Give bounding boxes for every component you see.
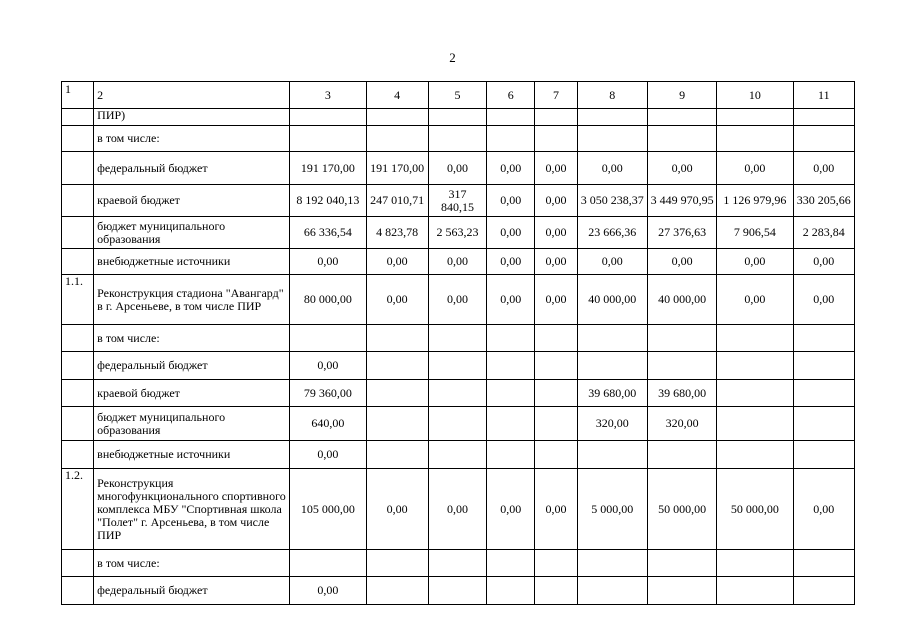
value-cell xyxy=(793,126,854,152)
value-cell: 23 666,36 xyxy=(577,217,647,249)
value-cell: 50 000,00 xyxy=(647,469,716,550)
value-cell: 3 050 238,37 xyxy=(577,185,647,217)
value-cell xyxy=(647,550,716,577)
value-cell: 3 449 970,95 xyxy=(647,185,716,217)
value-cell xyxy=(428,380,486,407)
value-cell xyxy=(717,126,793,152)
column-header-8: 8 xyxy=(577,82,647,109)
row-label-cell: краевой бюджет xyxy=(94,380,290,407)
row-number-cell xyxy=(62,352,94,380)
value-cell: 0,00 xyxy=(535,249,577,275)
value-cell xyxy=(535,109,577,126)
row-label-cell: Реконструкция стадиона "Авангард" в г. Арсеньеве, в том числе ПИР xyxy=(94,275,290,325)
value-cell: 0,00 xyxy=(535,185,577,217)
value-cell xyxy=(647,109,716,126)
value-cell: 0,00 xyxy=(428,249,486,275)
column-header-5: 5 xyxy=(428,82,486,109)
value-cell xyxy=(535,325,577,352)
value-cell: 0,00 xyxy=(487,217,535,249)
value-cell xyxy=(793,441,854,469)
value-cell: 0,00 xyxy=(535,275,577,325)
value-cell: 247 010,71 xyxy=(366,185,428,217)
value-cell xyxy=(428,407,486,441)
row-label-cell: бюджет муниципального образования xyxy=(94,217,290,249)
row-label-cell: в том числе: xyxy=(94,550,290,577)
value-cell: 105 000,00 xyxy=(290,469,366,550)
value-cell: 0,00 xyxy=(290,249,366,275)
value-cell: 80 000,00 xyxy=(290,275,366,325)
value-cell xyxy=(366,325,428,352)
table-row xyxy=(62,152,855,185)
value-cell: 2 283,84 xyxy=(793,217,854,249)
value-cell: 0,00 xyxy=(647,249,716,275)
table-row xyxy=(62,217,855,249)
value-cell: 0,00 xyxy=(366,249,428,275)
value-cell: 0,00 xyxy=(487,469,535,550)
value-cell: 0,00 xyxy=(428,275,486,325)
value-cell: 317 840,15 xyxy=(428,185,486,217)
value-cell: 27 376,63 xyxy=(647,217,716,249)
value-cell: 0,00 xyxy=(717,275,793,325)
value-cell xyxy=(577,441,647,469)
value-cell xyxy=(428,109,486,126)
value-cell: 0,00 xyxy=(793,275,854,325)
value-cell xyxy=(428,550,486,577)
value-cell xyxy=(717,441,793,469)
value-cell: 40 000,00 xyxy=(577,275,647,325)
value-cell: 0,00 xyxy=(487,185,535,217)
value-cell xyxy=(487,441,535,469)
value-cell xyxy=(428,325,486,352)
value-cell xyxy=(366,352,428,380)
value-cell xyxy=(717,352,793,380)
row-number-cell xyxy=(62,126,94,152)
table-row xyxy=(62,577,855,605)
value-cell: 0,00 xyxy=(366,469,428,550)
value-cell xyxy=(366,577,428,605)
row-number-cell xyxy=(62,380,94,407)
value-cell xyxy=(366,550,428,577)
column-header-9: 9 xyxy=(647,82,716,109)
header-row xyxy=(62,82,855,109)
value-cell: 4 823,78 xyxy=(366,217,428,249)
value-cell: 39 680,00 xyxy=(577,380,647,407)
value-cell: 0,00 xyxy=(535,152,577,185)
value-cell: 0,00 xyxy=(793,152,854,185)
value-cell: 7 906,54 xyxy=(717,217,793,249)
value-cell xyxy=(717,325,793,352)
row-number-cell: 1.1. xyxy=(62,275,94,325)
value-cell xyxy=(290,325,366,352)
value-cell xyxy=(366,380,428,407)
row-number-cell xyxy=(62,407,94,441)
column-header-3: 3 xyxy=(290,82,366,109)
value-cell xyxy=(487,407,535,441)
value-cell xyxy=(793,109,854,126)
row-label-cell: внебюджетные источники xyxy=(94,441,290,469)
value-cell: 330 205,66 xyxy=(793,185,854,217)
value-cell xyxy=(793,352,854,380)
row-number-cell xyxy=(62,249,94,275)
table-row xyxy=(62,126,855,152)
table-row xyxy=(62,352,855,380)
value-cell xyxy=(290,550,366,577)
value-cell: 0,00 xyxy=(487,275,535,325)
value-cell xyxy=(428,441,486,469)
value-cell: 66 336,54 xyxy=(290,217,366,249)
column-header-4: 4 xyxy=(366,82,428,109)
row-number-cell xyxy=(62,577,94,605)
value-cell: 0,00 xyxy=(366,275,428,325)
table-row xyxy=(62,109,855,126)
column-header-1: 1 xyxy=(62,82,94,109)
value-cell: 1 126 979,96 xyxy=(717,185,793,217)
budget-table xyxy=(61,81,855,605)
value-cell xyxy=(647,352,716,380)
value-cell xyxy=(793,407,854,441)
value-cell xyxy=(487,109,535,126)
value-cell xyxy=(487,550,535,577)
value-cell: 0,00 xyxy=(717,249,793,275)
value-cell xyxy=(290,126,366,152)
value-cell xyxy=(487,352,535,380)
value-cell xyxy=(717,577,793,605)
value-cell xyxy=(577,352,647,380)
value-cell: 0,00 xyxy=(290,577,366,605)
table-row xyxy=(62,185,855,217)
table-row xyxy=(62,275,855,325)
value-cell: 8 192 040,13 xyxy=(290,185,366,217)
value-cell: 5 000,00 xyxy=(577,469,647,550)
value-cell xyxy=(577,325,647,352)
value-cell xyxy=(290,109,366,126)
value-cell: 39 680,00 xyxy=(647,380,716,407)
column-header-11: 11 xyxy=(793,82,854,109)
value-cell: 0,00 xyxy=(290,352,366,380)
value-cell xyxy=(647,325,716,352)
value-cell xyxy=(717,380,793,407)
row-number-cell xyxy=(62,550,94,577)
table-row xyxy=(62,550,855,577)
value-cell xyxy=(487,325,535,352)
value-cell: 0,00 xyxy=(290,441,366,469)
value-cell xyxy=(577,126,647,152)
column-header-10: 10 xyxy=(717,82,793,109)
value-cell xyxy=(535,380,577,407)
row-label-cell: в том числе: xyxy=(94,126,290,152)
column-header-6: 6 xyxy=(487,82,535,109)
value-cell: 2 563,23 xyxy=(428,217,486,249)
value-cell xyxy=(577,577,647,605)
row-number-cell xyxy=(62,325,94,352)
value-cell xyxy=(428,126,486,152)
value-cell xyxy=(647,577,716,605)
row-label-cell: в том числе: xyxy=(94,325,290,352)
value-cell: 320,00 xyxy=(577,407,647,441)
row-label-cell: федеральный бюджет xyxy=(94,152,290,185)
table-row xyxy=(62,407,855,441)
value-cell xyxy=(717,407,793,441)
value-cell xyxy=(535,407,577,441)
value-cell: 0,00 xyxy=(717,152,793,185)
row-label-cell: внебюджетные источники xyxy=(94,249,290,275)
value-cell: 0,00 xyxy=(487,152,535,185)
value-cell xyxy=(717,109,793,126)
value-cell xyxy=(793,577,854,605)
row-label-cell: федеральный бюджет xyxy=(94,352,290,380)
value-cell xyxy=(647,441,716,469)
value-cell xyxy=(366,441,428,469)
value-cell: 50 000,00 xyxy=(717,469,793,550)
value-cell: 0,00 xyxy=(647,152,716,185)
value-cell: 0,00 xyxy=(577,249,647,275)
value-cell: 0,00 xyxy=(428,469,486,550)
column-header-7: 7 xyxy=(535,82,577,109)
value-cell xyxy=(535,352,577,380)
value-cell: 191 170,00 xyxy=(366,152,428,185)
value-cell: 191 170,00 xyxy=(290,152,366,185)
value-cell: 79 360,00 xyxy=(290,380,366,407)
value-cell: 0,00 xyxy=(535,217,577,249)
value-cell xyxy=(428,352,486,380)
value-cell xyxy=(647,126,716,152)
value-cell xyxy=(487,126,535,152)
value-cell: 640,00 xyxy=(290,407,366,441)
row-number-cell xyxy=(62,109,94,126)
value-cell xyxy=(366,126,428,152)
value-cell xyxy=(366,109,428,126)
row-number-cell xyxy=(62,217,94,249)
table-row xyxy=(62,441,855,469)
value-cell: 0,00 xyxy=(793,469,854,550)
row-number-cell xyxy=(62,185,94,217)
value-cell: 0,00 xyxy=(577,152,647,185)
value-cell xyxy=(793,380,854,407)
value-cell xyxy=(577,109,647,126)
value-cell: 0,00 xyxy=(487,249,535,275)
value-cell xyxy=(535,126,577,152)
table-row xyxy=(62,325,855,352)
table-row xyxy=(62,249,855,275)
page-number: 2 xyxy=(449,50,456,65)
row-label-cell: Реконструкция многофункционального спортивного комплекса МБУ "Спортивная школа "Полет" г. Арсеньева, в том числе ПИР xyxy=(94,469,290,550)
table-row xyxy=(62,380,855,407)
value-cell xyxy=(793,550,854,577)
column-header-2: 2 xyxy=(94,82,290,109)
row-label-cell: бюджет муниципального образования xyxy=(94,407,290,441)
value-cell: 40 000,00 xyxy=(647,275,716,325)
value-cell xyxy=(793,325,854,352)
value-cell xyxy=(535,577,577,605)
value-cell xyxy=(535,441,577,469)
value-cell: 0,00 xyxy=(428,152,486,185)
value-cell xyxy=(487,380,535,407)
row-label-cell: федеральный бюджет xyxy=(94,577,290,605)
value-cell xyxy=(487,577,535,605)
value-cell xyxy=(535,550,577,577)
value-cell xyxy=(428,577,486,605)
value-cell: 320,00 xyxy=(647,407,716,441)
value-cell: 0,00 xyxy=(535,469,577,550)
row-label-cell: ПИР) xyxy=(94,109,290,126)
row-number-cell: 1.2. xyxy=(62,469,94,550)
value-cell xyxy=(577,550,647,577)
row-label-cell: краевой бюджет xyxy=(94,185,290,217)
value-cell xyxy=(366,407,428,441)
value-cell: 0,00 xyxy=(793,249,854,275)
row-number-cell xyxy=(62,152,94,185)
table-row xyxy=(62,469,855,550)
value-cell xyxy=(717,550,793,577)
row-number-cell xyxy=(62,441,94,469)
